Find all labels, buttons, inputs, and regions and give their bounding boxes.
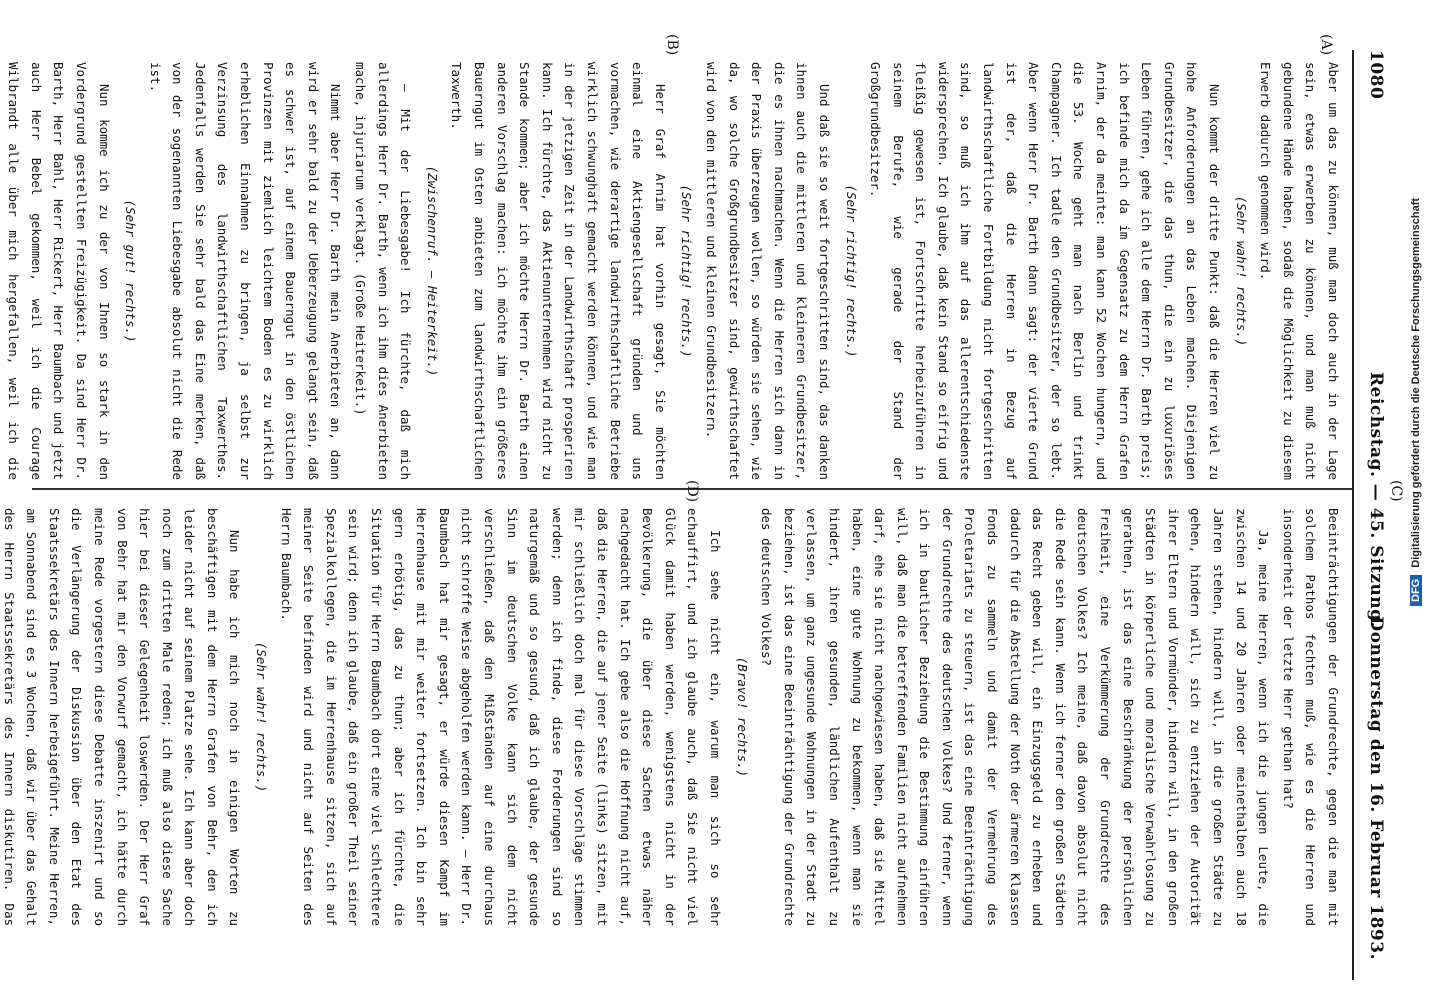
margin-mark-d: (D): [684, 480, 700, 503]
dfg-sidebar: [1410, 6, 1428, 606]
dfg-credit: [1410, 6, 1428, 606]
margin-mark-c: (C): [1388, 480, 1404, 502]
header-title: Reichstag. — 45. Sitzung.: [1366, 372, 1386, 628]
remark: (Zwischenruf. — Heiterkeit.): [424, 165, 440, 377]
margin-mark-b: (B): [664, 34, 680, 56]
paragraph: Aber um das zu können, muß man doch auch in der Lage sein, etwas erwerben zu können, und man muß nicht gebundene Hände haben, sodaß die Möglichkeit zu diesem Erwerb dadurch genommen wird.: [1258, 62, 1341, 480]
paragraph: Nimmt aber Herr Dr. Barth mein Anerbieten an, dann wird er sehr bald zu der Ueberzeugung gelangt sein, daß es schwer ist, auf einem Bauerngut in den östlichen Provinzen mit ziemlich leichtem Boden es zu wirklich erheblichen Einnahmen zu bringen, ja selbst zur Verzinsung des landwirthschaftlichen Taxwerthes. Jedenfalls werden Sie sehr bald das Eine merken, daß von der sogenannten Liebesgabe absolut nicht die Rede ist.: [147, 62, 344, 480]
right-column: [1, 508, 1344, 926]
paragraph: Ich sehe nicht ein, warum man sich so sehr echauffirt, und ich glaube auch, daß Sie nicht viel Glück damit haben werden, wenigstens nicht in der Bevölkerung, die über diese Sachen etwas näher nachgedacht hat. Ich gebe also die Hoffnung nicht auf, daß die Herren, die auf jener Seite (links) sitzen, mit mir schließlich doch mal für diese Vorschläge stimmen werden; denn ich finde, diese Forderungen sind so naturgemäß und so gesund, daß ich glaube, der gesunde Sinn im deutschen Volke kann sich dem nicht verschließen, daß den Mißständen auf eine durchaus nicht schroffe Weise abgeholfen werden kann. — Herr Dr. Baumbach hat mir gesagt, er würde diesen Kampf im Herrenhause mit mir weiter fortsetzen. Ich bin sehr gern erbötig, das zu thun; aber ich fürchte, die Situation für Herrn Baumbach dort eine viel schlechtere sein wird; denn ich glaube, daß ein großer Theil seiner Spezialkollegen, die im Herrenhause sitzen, sich auf meiner Seite befinden wird und nicht auf Seiten des Herrn Baumbach.: [278, 508, 723, 926]
paragraph: Nun habe ich mich noch in einigen Worten zu beschäftigen mit dem Herrn Grafen von Behr, den ich leider nicht auf seinem Platze sehe. Ich kann aber doch noch zum dritten Male reden; ich muß also diese Sache hier bei dieser Gelegenheit loswerden. Der Herr Graf von Behr hat mir den Vorwurf gemacht, ich hätte durch meine Rede vorgestern diese Debatte inszenirt und so die Verlängerung der Diskussion über den Etat des Staatssekretärs des Innern herbeigeführt. Meine Herren, am Sonnabend sind es 3 Wochen, daß wir über das Gehalt des Herrn Staatssekretärs des Innern diskutiren. Das: [1, 508, 243, 926]
margin-mark-a: (A): [1318, 34, 1334, 56]
remark: (Bravo! rechts.): [734, 656, 750, 778]
paragraph: Herr Graf Arnim hat vorhin gesagt, Sie möchten einmal eine Aktiengesellschaft gründen und uns vormachen, wie derartige landwirthschaftliche Betriebe wirklich schwunghaft gemacht werden können, und wie man in der jetzigen Zeit in der Landwirthschaft prosperiren kann. Ich fürchte, das Aktienunternehmen wird nicht zu Stande kommen; aber ich möchte Herrn Dr. Barth einen anderen Vorschlag machen: ich möchte ihm ein größeres Bauerngut im Osten anbieten zum landwirthschaftlichen Taxwerth.: [449, 62, 668, 480]
left-column: [6, 62, 1344, 480]
remark: (Sehr gut! rechts.): [123, 199, 139, 343]
paragraph: Nun komme ich zu der von Ihnen so stark in den Vordergrund gestellten Freizügigkeit. Da sind Herr Dr. Barth, Herr Bahl, Herr Rickert, Herr Baumbach und jetzt auch Herr Bebel gekommen, weil ich die Courage Wilbrandt alle über mich hergefallen, weil ich die: [6, 62, 112, 480]
header-rule: [1352, 50, 1354, 980]
dfg-credit-text: Digitalisierung gefördert durch die Deutsche Forschungsgemeinschaft: [1410, 197, 1422, 568]
dfg-logo: DFG: [1410, 575, 1422, 606]
paragraph: Nun kommt der dritte Punkt: daß die Herren viel zu hohe Anforderungen an das Leben machen. Diejenigen Grundbesitzer, die das thun, die ein zu luxuriöses Leben führen, gehe ich alle dem Herrn Dr. Barth preis; ich befinde mich da im Gegensatz zu dem Herrn Grafen Arnim, der da meinte: man kann 52 Wochen hungern, und die 53. Woche geht man nach Berlin und trinkt Champagner. Ich tadle den Grundbesitzer, der so lebt. Aber wenn Herr Dr. Barth dann sagt: der vierte Grund ist der, daß die Herren in Bezug auf landwirthschaftliche Fortbildung nicht fortgeschritten sind, so muß ich ihm auf das allerentschiedenste widersprechen. Ich glaube, daß kein Stand so eifrig und fleißig gewesen ist, Fortschritte herbeizuführen in seinem Berufe, wie gerade der Stand der Großgrundbesitzer.: [868, 62, 1223, 480]
header-date: Donnerstag den 16. Februar 1893.: [1366, 616, 1386, 960]
paragraph: — Mit der Liebesgabe! Ich fürchte, daß mich allerdings Herr Dr. Barth, wenn ich ihm dies Anerbieten mache, injuriarum verklagt. (Große Heiterkeit.): [353, 62, 414, 480]
remark: (Sehr wahr! rechts.): [1233, 195, 1249, 347]
remark: (Sehr richtig! rechts.): [843, 184, 859, 358]
rotated-scan-page: [1, 10, 1404, 990]
remark: (Sehr wahr! rechts.): [254, 641, 270, 793]
page-number: 1080: [1366, 50, 1386, 100]
remark: (Sehr richtig! rechts.): [679, 184, 695, 358]
paragraph: Beeinträchtigungen der Grundrechte, gegen die man mit solchem Pathos fechten muß, wie es die Herren und insonderheit der letzte Herr gethan hat?: [1280, 508, 1341, 926]
paragraph: Und daß sie so weit fortgeschritten sind, das danken ihnen auch die mittleren und kleineren Grundbesitzer, die es ihnen nachmachen. Wenn die Herren sich dann in der Praxis überzeugen wollen, so würden sie sehen, wie da, wo solche Großgrundbesitzer sind, gewirthschaftet wird von den mittleren und kleinen Grundbesitzern.: [703, 62, 832, 480]
paragraph: Ja, meine Herren, wenn ich die jungen Leute, die zwischen 14 und 20 Jahren oder meinethalben auch 18 Jahren stehen, hindern will, in die großen Städte zu gehen, hindern will, sich zu entziehen der Autorität ihrer Eltern und Vormünder, hindern will, in den großen Städten in körperliche und moralische Verwahrlosung zu gerathen, ist das eine Beschränkung der persönlichen Freiheit, eine Verkümmerung der Grundrechte des deutschen Volkes? Ich meine, daß davon absolut nicht die Rede sein kann. Wenn ich ferner den großen Städten das Recht geben will, ein Einzugsgeld zu erheben und dadurch für die Abstellung der Noth der ärmeren Klassen Fonds zu sammeln und damit der Vermehrung des Proletariats zu steuern, ist das eine Beeinträchtigung der Grundrechte des deutschen Volkes? Und ferner, wenn ich in bautlicher Beziehung die Bestimmung einführen will, daß man die betreffenden Familien nicht aufnehmen darf, ehe sie nicht nachgewiesen haben, daß sie Mittel haben, eine gute Wohnung zu bekommen, wenn man sie hindert, ihren gesunden, ländlichen Aufenthalt zu verlassen, um ganz ungesunde Wohnungen in der Stadt zu beziehen, ist das eine Beeinträchtigung der Grundrechte des deutschen Volkes?: [759, 508, 1272, 926]
